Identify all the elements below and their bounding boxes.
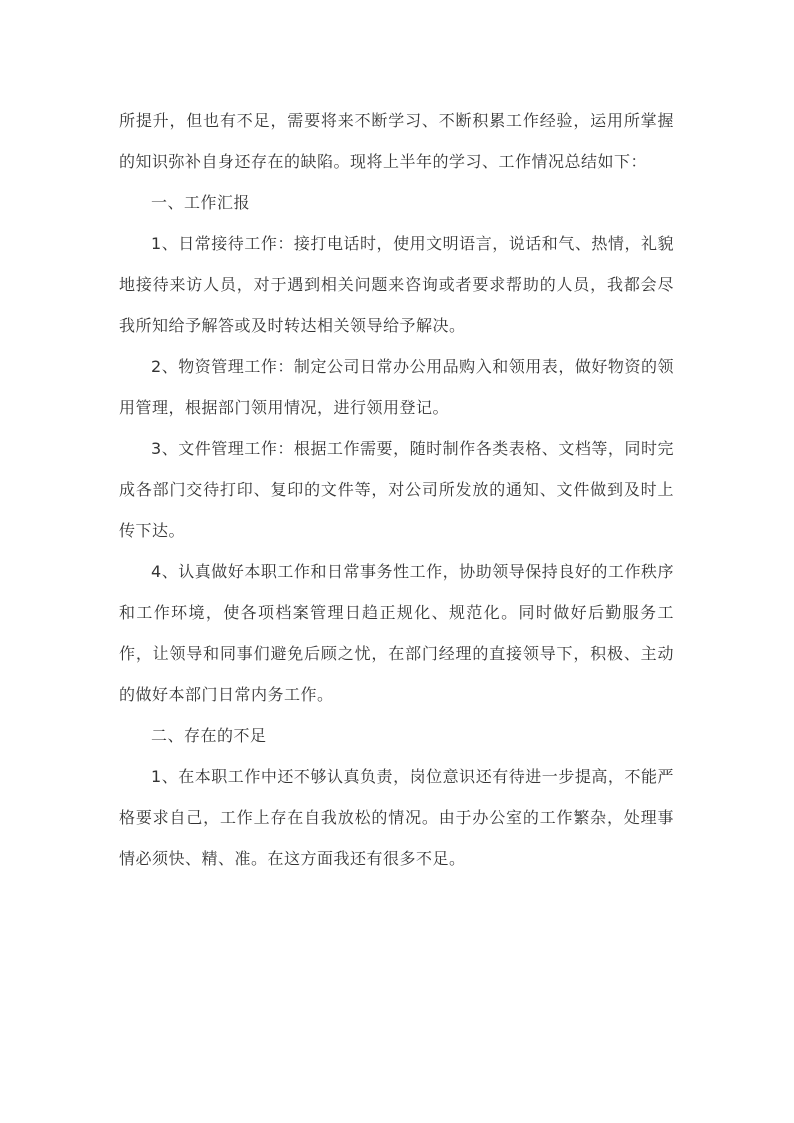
paragraph-reception-work: 1、日常接待工作：接打电话时，使用文明语言，说话和气、热情，礼貌地接待来访人员，对于遇到相关问题来咨询或者要求帮助的人员，我都会尽我所知给予解答或及时转达相关领导给予解决。 bbox=[119, 234, 674, 335]
paragraph-supplies-management: 2、物资管理工作：制定公司日常办公用品购入和领用表，做好物资的领用管理，根据部门领用情况，进行领用登记。 bbox=[119, 357, 674, 417]
paragraph-file-management: 3、文件管理工作：根据工作需要，随时制作各类表格、文档等，同时完成各部门交待打印、复印的文件等，对公司所发放的通知、文件做到及时上传下达。 bbox=[119, 439, 674, 540]
paragraph-shortcoming-1: 1、在本职工作中还不够认真负责，岗位意识还有待进一步提高，不能严格要求自己，工作上存在自我放松的情况。由于办公室的工作繁杂，处理事情必须快、精、准。在这方面我还有很多不足。 bbox=[119, 767, 674, 868]
paragraph-daily-duties: 4、认真做好本职工作和日常事务性工作，协助领导保持良好的工作秩序和工作环境，使各项档案管理日趋正规化、规范化。同时做好后勤服务工作，让领导和同事们避免后顾之忧，在部门经理的直接领导下，积极、主动的做好本部门日常内务工作。 bbox=[119, 562, 674, 704]
section-heading-shortcomings: 二、存在的不足 bbox=[151, 726, 267, 745]
document-body bbox=[119, 100, 674, 879]
paragraph-intro-continuation: 所提升，但也有不足，需要将来不断学习、不断积累工作经验，运用所掌握的知识弥补自身还存在的缺陷。现将上半年的学习、工作情况总结如下： bbox=[119, 111, 674, 171]
section-heading-work-report: 一、工作汇报 bbox=[151, 193, 251, 212]
